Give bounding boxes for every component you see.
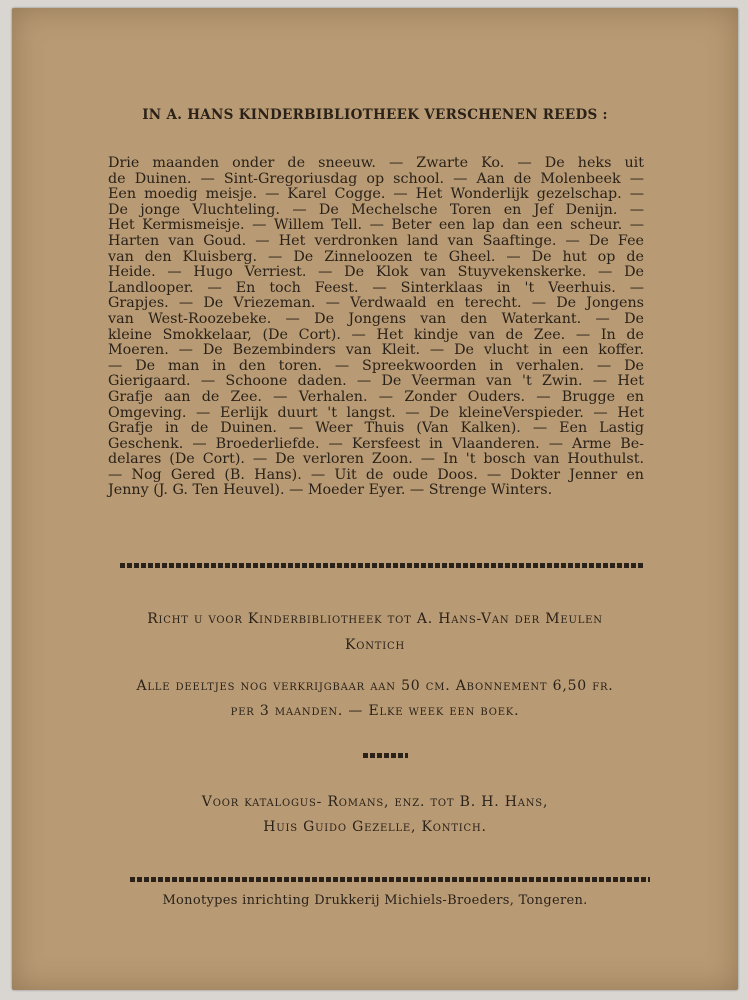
titles-line: Grafje in de Duinen. — Weer Thuis (Van Kalken). — Een Lastig bbox=[108, 420, 644, 437]
titles-line: Heide. — Hugo Verriest. — De Klok van Stuyvekenskerke. — De bbox=[108, 264, 644, 281]
titles-line: van den Kluisberg. — De Zinneloozen te Gheel. — De hut op de bbox=[108, 248, 644, 265]
titles-line: Het Kermismeisje. — Willem Tell. — Beter een lap dan een scheur. — bbox=[108, 217, 644, 234]
titles-list bbox=[108, 156, 644, 499]
titles-line: van West-Roozebeke. — De Jongens van den Waterkant. — De bbox=[108, 310, 644, 327]
titles-line: Grapjes. — De Vriezeman. — Verdwaald en terecht. — De Jongens bbox=[108, 295, 644, 312]
titles-line: de Duinen. — Sint-Gregoriusdag op school. — Aan de Molenbeek — bbox=[108, 170, 644, 187]
catalog-line-2: Huis Guido Gezelle, Kontich. bbox=[263, 819, 487, 835]
printer-credit: Monotypes inrichting Drukkerij Michiels-Broeders, Tongeren. bbox=[162, 893, 588, 908]
titles-line: Jenny (J. G. Ten Heuvel). — Moeder Eyer. — Strenge Winters. bbox=[108, 482, 553, 499]
titles-line: Moeren. — De Bezembinders van Kleit. — De vlucht in een koffer. bbox=[108, 342, 644, 359]
list-heading: IN A. HANS KINDERBIBLIOTHEEK VERSCHENEN REEDS : bbox=[142, 107, 608, 123]
titles-line: kleine Smokkelaar, (De Cort). — Het kindje van de Zee. — In de bbox=[108, 326, 644, 343]
titles-line: Geschenk. — Broederliefde. — Kersfeest in Vlaanderen. — Arme Be- bbox=[108, 435, 644, 452]
divider-rule bbox=[120, 563, 644, 568]
titles-line: Drie maanden onder de sneeuw. — Zwarte Ko. — De heks uit bbox=[108, 155, 644, 171]
order-line-3: Alle deeltjes nog verkrijgbaar aan 50 cm. Abonnement 6,50 fr. bbox=[136, 678, 614, 694]
titles-line: Gierigaard. — Schoone daden. — De Veerman van 't Zwin. — Het bbox=[108, 373, 644, 390]
titles-line: — Nog Gered (B. Hans). — Uit de oude Doos. — Dokter Jenner en bbox=[108, 466, 644, 483]
order-line-1: Richt u voor Kinderbibliotheek tot A. Hans-Van der Meulen bbox=[147, 611, 603, 627]
titles-line: — De man in den toren. — Spreekwoorden in verhalen. — De bbox=[108, 357, 644, 374]
catalog-line-1: Voor katalogus- Romans, enz. tot B. H. Hans, bbox=[201, 794, 549, 810]
short-divider-rule bbox=[363, 753, 408, 758]
titles-line: Grafje aan de Zee. — Verhalen. — Zonder Ouders. — Brugge en bbox=[108, 388, 644, 405]
titles-line: Landlooper. — En toch Feest. — Sinterklaas in 't Veerhuis. — bbox=[108, 279, 644, 296]
footer-divider-rule bbox=[130, 877, 650, 882]
titles-line: delares (De Cort). — De verloren Zoon. — In 't bosch van Houthulst. bbox=[108, 451, 644, 468]
titles-line: Een moedig meisje. — Karel Cogge. — Het Wonderlijk gezelschap. — bbox=[108, 186, 644, 203]
titles-line: Harten van Goud. — Het verdronken land van Saaftinge. — De Fee bbox=[108, 232, 644, 249]
back-cover-page bbox=[12, 8, 738, 990]
order-line-2: Kontich bbox=[345, 637, 405, 653]
order-line-4: per 3 maanden. — Elke week een boek. bbox=[230, 703, 520, 719]
titles-line: De jonge Vluchteling. — De Mechelsche Toren en Jef Denijn. — bbox=[108, 201, 644, 218]
titles-line: Omgeving. — Eerlijk duurt 't langst. — De kleineVerspieder. — Het bbox=[108, 404, 644, 421]
